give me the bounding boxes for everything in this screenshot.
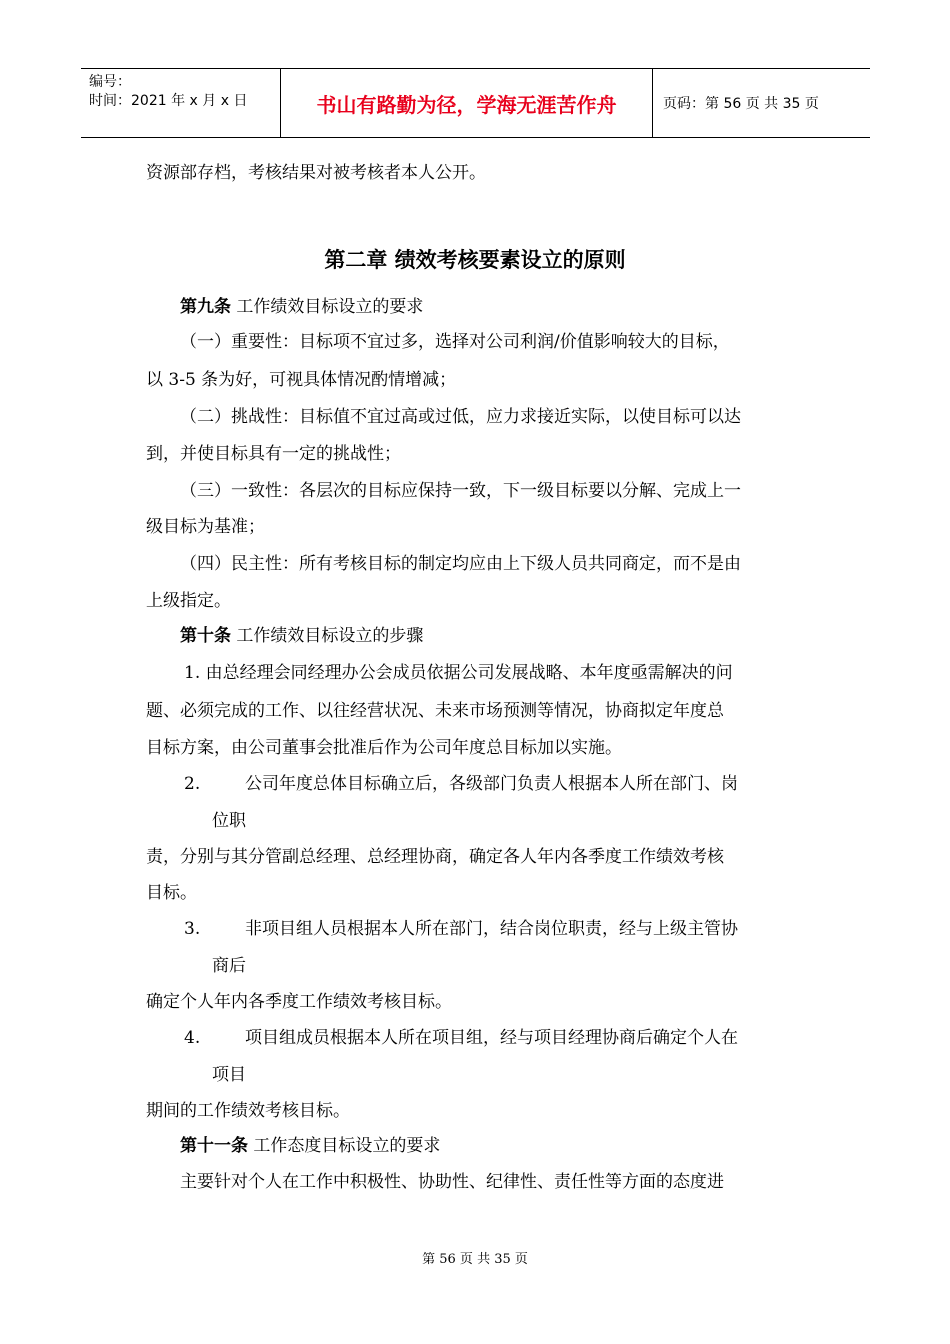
body-line: 商后 (212, 956, 246, 976)
header-motto: 书山有路勤为径，学海无涯苦作舟 (281, 69, 653, 137)
body-line: 非项目组人员根据本人所在部门，结合岗位职责，经与上级主管协 (245, 919, 738, 939)
article-10-number: 第十条 (180, 626, 231, 646)
body-line: 以 3-5 条为好，可视具体情况酌情增减； (146, 370, 457, 390)
article-11-title: 工作态度目标设立的要求 (248, 1136, 441, 1156)
step-number: 4. (184, 1028, 201, 1048)
body-line: 项目 (212, 1065, 246, 1085)
article-10-heading (180, 625, 423, 647)
time-label: 时间：2021 年 x 月 x 日 (89, 93, 248, 109)
body-line: 确定个人年内各季度工作绩效考核目标。 (146, 992, 452, 1012)
body-line: 资源部存档，考核结果对被考核者本人公开。 (146, 163, 486, 183)
body-line: 上级指定。 (146, 591, 231, 611)
body-line: （一）重要性：目标项不宜过多，选择对公司利润/价值影响较大的目标， (180, 332, 730, 352)
body-line: （四）民主性：所有考核目标的制定均应由上下级人员共同商定，而不是由 (180, 554, 741, 574)
body-line: 位职 (212, 811, 246, 831)
page-footer: 第 56 页 共 35 页 (422, 1252, 528, 1267)
step-number: 3. (184, 919, 201, 939)
body-line: 到，并使目标具有一定的挑战性； (146, 444, 401, 464)
article-11-heading (180, 1135, 440, 1157)
header-meta (81, 69, 281, 137)
body-line: 题、必须完成的工作、以往经营状况、未来市场预测等情况，协商拟定年度总 (146, 701, 724, 721)
number-label: 编号： (89, 74, 131, 90)
body-line: 目标。 (146, 883, 197, 903)
body-line: 1. 由总经理会同经理办公会成员依据公司发展战略、本年度亟需解决的问 (184, 663, 733, 683)
body-line: 责，分别与其分管副总经理、总经理协商，确定各人年内各季度工作绩效考核 (146, 847, 724, 867)
body-line: 期间的工作绩效考核目标。 (146, 1101, 350, 1121)
step-number: 2. (184, 774, 201, 794)
body-line: （三）一致性：各层次的目标应保持一致，下一级目标要以分解、完成上一 (180, 481, 741, 501)
article-11-number: 第十一条 (180, 1136, 248, 1156)
body-line: 目标方案，由公司董事会批准后作为公司年度总目标加以实施。 (146, 738, 622, 758)
chapter-title: 第二章 绩效考核要素设立的原则 (324, 248, 626, 272)
article-10-title: 工作绩效目标设立的步骤 (231, 626, 424, 646)
header-page-label: 页码：第 56 页 共 35 页 (663, 96, 819, 112)
article-9-heading (180, 296, 423, 318)
body-line: 主要针对个人在工作中积极性、协助性、纪律性、责任性等方面的态度进 (180, 1172, 724, 1192)
body-line: 公司年度总体目标确立后，各级部门负责人根据本人所在部门、岗 (245, 774, 738, 794)
body-line: （二）挑战性：目标值不宜过高或过低，应力求接近实际，以使目标可以达 (180, 407, 741, 427)
article-9-title: 工作绩效目标设立的要求 (231, 297, 424, 317)
body-line: 级目标为基准； (146, 517, 265, 537)
header-table (81, 68, 870, 138)
article-9-number: 第九条 (180, 297, 231, 317)
body-line: 项目组成员根据本人所在项目组，经与项目经理协商后确定个人在 (245, 1028, 738, 1048)
